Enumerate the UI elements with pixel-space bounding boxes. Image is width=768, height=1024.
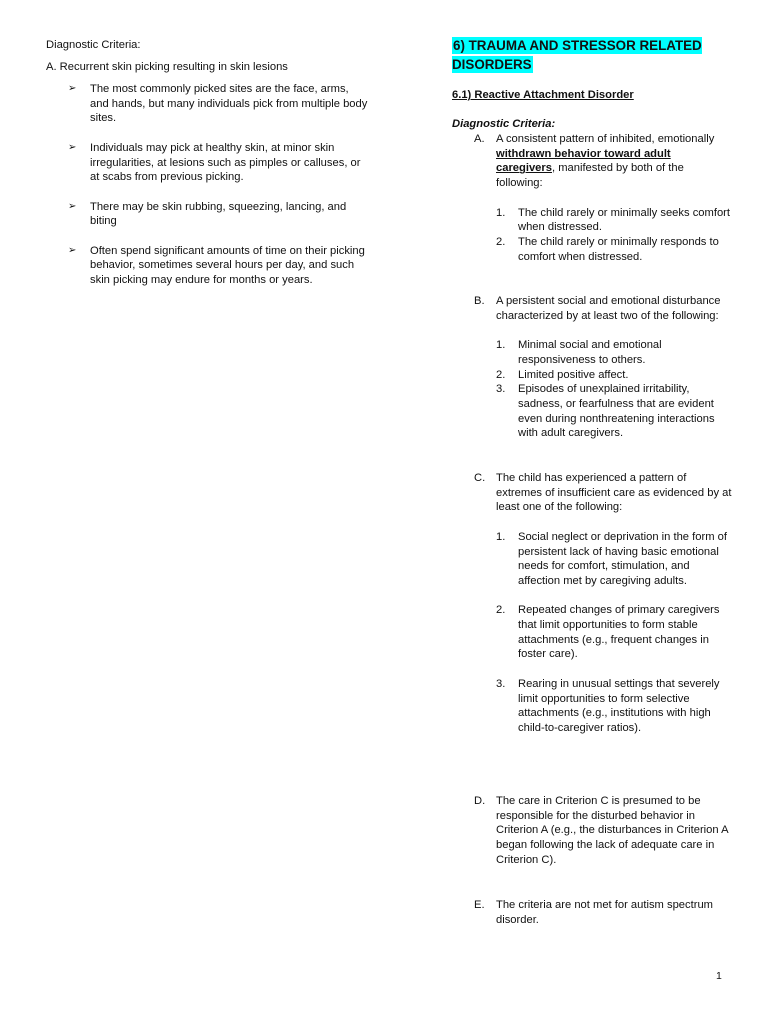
criterion-letter: A. [474, 133, 485, 145]
criterion-letter: D. [474, 795, 486, 807]
criterion-a [474, 132, 732, 264]
criterion-e [474, 898, 732, 927]
item-number: 2. [496, 604, 506, 617]
list-item [496, 235, 732, 264]
criterion-letter: C. [474, 472, 486, 484]
item-text: Rearing in unusual settings that severely limit opportunities to form selective attachments (e.g., institutions with high child-to-caregiver ratios). [518, 677, 720, 734]
list-item [496, 368, 732, 383]
item-number: 2. [496, 368, 506, 381]
left-criterion-a: A. Recurrent skin picking resulting in skin lesions [46, 61, 288, 73]
criterion-body [496, 294, 732, 441]
list-item [68, 141, 368, 185]
list-item-text: Individuals may pick at healthy skin, at minor skin irregularities, at lesions such as pimples or calluses, or at scabs from previous picking. [90, 141, 361, 184]
item-text: Episodes of unexplained irritability, sadness, or fearfulness that are evident even during nonthreatening interactions with adult caregivers. [518, 383, 715, 440]
list-item-text: There may be skin rubbing, squeezing, lancing, and biting [90, 200, 347, 228]
page-number: 1 [716, 970, 722, 982]
item-number: 2. [496, 235, 506, 248]
criterion-body [496, 132, 732, 264]
criterion-text-part: A consistent pattern of inhibited, emotionally [496, 133, 715, 145]
criterion-b [474, 294, 732, 441]
criterion-text: A persistent social and emotional disturbance characterized by at least two of the following: [496, 295, 721, 322]
list-item [496, 677, 732, 736]
list-item [496, 338, 732, 367]
criterion-letter: B. [474, 295, 485, 307]
criterion-letter: E. [474, 899, 485, 911]
criterion-text: The child has experienced a pattern of extremes of insufficient care as evidenced by at least one of the following: [496, 472, 732, 514]
subsection-title: 6.1) Reactive Attachment Disorder [452, 89, 634, 101]
list-item [496, 382, 732, 441]
criterion-text [496, 132, 732, 191]
left-heading: Diagnostic Criteria: [46, 39, 141, 51]
item-number: 3. [496, 677, 506, 690]
criterion-b-list [496, 338, 732, 441]
list-item [496, 603, 732, 662]
item-number: 1. [496, 339, 506, 352]
criterion-a-list [496, 206, 732, 265]
diagnostic-criteria-label: Diagnostic Criteria: [452, 118, 556, 130]
criterion-body [496, 794, 732, 868]
arrow-bullet-icon: ➢ [68, 83, 77, 94]
arrow-bullet-icon: ➢ [68, 244, 77, 256]
criterion-text: The criteria are not met for autism spectrum disorder. [496, 899, 713, 926]
criterion-c [474, 471, 732, 736]
section-title-text: 6) TRAUMA AND STRESSOR RELATED DISORDERS [452, 38, 702, 72]
item-text: The child rarely or minimally seeks comfort when distressed. [518, 206, 730, 234]
arrow-bullet-icon: ➢ [68, 141, 77, 153]
criterion-c-list [496, 530, 732, 736]
list-item-text: Often spend significant amounts of time on their picking behavior, sometimes several hours per day, and such skin picking may endure for months or years. [90, 244, 365, 287]
list-item [496, 206, 732, 235]
item-text: Limited positive affect. [518, 368, 629, 381]
left-bullet-list [68, 82, 368, 302]
list-item [68, 82, 368, 126]
item-number: 1. [496, 206, 506, 219]
arrow-bullet-icon: ➢ [68, 200, 77, 212]
item-number: 1. [496, 530, 506, 543]
list-item [68, 200, 368, 229]
item-number: 3. [496, 383, 506, 396]
list-item [68, 244, 368, 288]
list-item-text: The most commonly picked sites are the face, arms, and hands, but many individuals pick from multiple body sites. [90, 83, 368, 125]
item-text: Social neglect or deprivation in the form of persistent lack of having basic emotional needs for comfort, stimulation, and affection met by caregiving adults. [518, 530, 727, 587]
section-title [452, 36, 732, 74]
item-text: Repeated changes of primary caregivers that limit opportunities to form stable attachments (e.g., frequent changes in foster care). [518, 604, 720, 661]
list-item [496, 530, 732, 589]
item-text: Minimal social and emotional responsiveness to others. [518, 339, 662, 366]
criterion-body [496, 471, 732, 736]
criterion-emphasis: withdrawn behavior toward adult caregivers [496, 147, 671, 175]
criterion-d [474, 794, 732, 868]
item-text: The child rarely or minimally responds to comfort when distressed. [518, 235, 719, 263]
criterion-text: The care in Criterion C is presumed to be responsible for the disturbed behavior in Criterion A (e.g., the disturbances in Criterion A began following the lack of adequate care in Criterion C). [496, 795, 728, 866]
criterion-body [496, 898, 732, 927]
criterion-text-part: , manifested by both of the following: [496, 162, 684, 190]
